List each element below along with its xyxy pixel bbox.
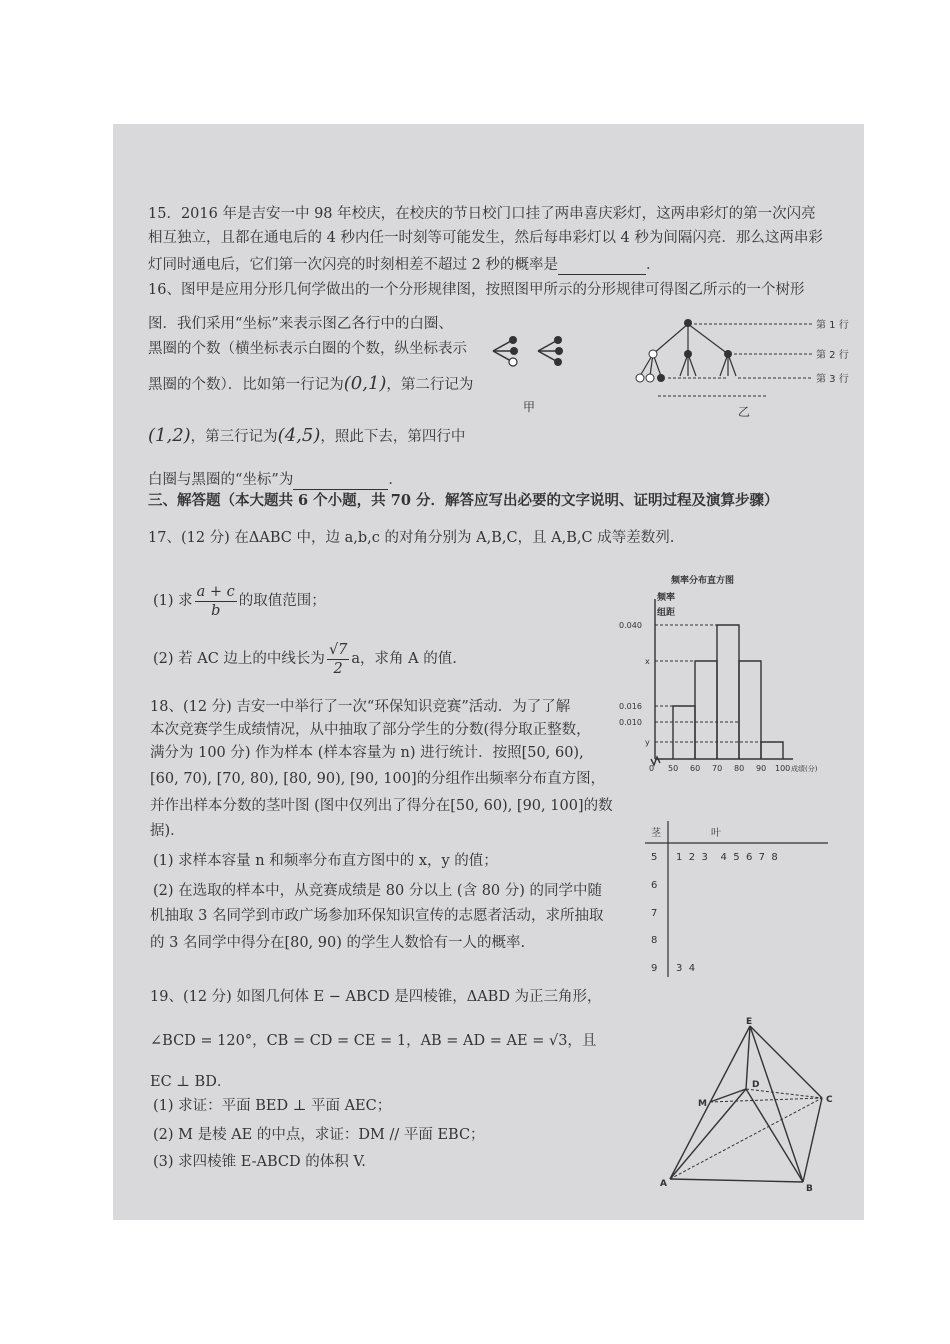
ytick-x: x bbox=[645, 657, 650, 666]
q17-part1: (1) 求 $\frac{a + c}{b}$ 的取值范围； bbox=[153, 583, 326, 619]
q17-stem: 17、(12 分) 在ΔABC 中，边 a,b,c 的对角分别为 A,B,C，且 A,B,C 成等差数列. bbox=[148, 530, 675, 546]
label-jia: 甲 bbox=[523, 400, 536, 414]
vertex-A: A bbox=[660, 1179, 667, 1189]
ytick-y: y bbox=[645, 738, 650, 747]
q18-line8: (2) 在选取的样本中，从竞赛成绩是 80 分以上 (含 80 分) 的同学中随 bbox=[153, 883, 603, 899]
section3-heading: 三、解答题（本大题共 6 个小题，共 70 分．解答应写出必要的文字说明、证明过程及演算步骤） bbox=[148, 492, 779, 509]
xtick-80: 80 bbox=[734, 764, 745, 773]
y-label-group: 组距 bbox=[657, 608, 676, 618]
q18-line2: 本次竞赛学生成绩情况，从中抽取了部分学生的分数(得分取正整数， bbox=[150, 722, 591, 738]
q18-line3: 满分为 100 分) 作为样本 (样本容量为 n) 进行统计．按照[50, 60), bbox=[150, 745, 584, 761]
stem-leaf-plot bbox=[643, 819, 833, 979]
xtick-60: 60 bbox=[690, 764, 701, 773]
q17-median-fraction: $\frac{√7}{2}$ bbox=[328, 641, 348, 677]
histogram-title: 频率分布直方图 bbox=[671, 576, 735, 586]
fractal-figure-jia bbox=[483, 329, 583, 419]
fractal-figure-yi bbox=[628, 314, 864, 424]
stem-header: 茎 bbox=[651, 828, 661, 839]
q18-line6: 据)． bbox=[150, 823, 185, 839]
stem-6: 6 bbox=[651, 880, 658, 891]
q18-line9: 机抽取 3 名同学到市政广场参加环保知识宣传的志愿者活动，求所抽取 bbox=[150, 908, 604, 924]
q15-line3: 灯同时通电后，它们第一次闪亮的时刻相差不超过 2 秒的概率是 ． bbox=[148, 257, 661, 273]
stem-5: 5 bbox=[651, 852, 658, 863]
q15-answer-blank bbox=[558, 274, 646, 275]
leaves-9: 3 4 bbox=[676, 963, 696, 974]
q16-line2: 图．我们采用“坐标”来表示图乙各行中的白圈、 bbox=[148, 316, 453, 332]
stem-9: 9 bbox=[651, 963, 658, 974]
vertex-D: D bbox=[752, 1080, 760, 1090]
stem-7: 7 bbox=[651, 908, 658, 919]
origin-label: 0 bbox=[649, 764, 655, 773]
q18-line5: 并作出样本分数的茎叶图 (图中仅列出了得分在[50, 60), [90, 100]的数 bbox=[150, 798, 613, 814]
frequency-histogram bbox=[613, 569, 823, 784]
vertex-E: E bbox=[746, 1017, 753, 1027]
y-label-frequency: 频率 bbox=[657, 593, 676, 603]
ytick-0010: 0.010 bbox=[619, 718, 642, 727]
stem-8: 8 bbox=[651, 935, 658, 946]
vertex-M: M bbox=[698, 1099, 707, 1109]
ytick-0016: 0.016 bbox=[619, 702, 642, 711]
q16-line6: 白圈与黑圈的“坐标”为 ． bbox=[148, 472, 403, 488]
pyramid-figure bbox=[658, 1014, 848, 1194]
vertex-B: B bbox=[806, 1184, 813, 1194]
q18-part1: (1) 求样本容量 n 和频率分布直方图中的 x，y 的值； bbox=[153, 853, 498, 869]
leaves-5: 1 2 3 4 5 6 7 8 bbox=[676, 852, 778, 863]
q18-line10: 的 3 名同学中得分在[80, 90) 的学生人数恰有一人的概率. bbox=[150, 935, 526, 951]
q16-line5: (1,2)，第三行记为(4,5)，照此下去，第四行中 bbox=[148, 425, 466, 446]
q19-line3: EC ⊥ BD． bbox=[150, 1074, 232, 1090]
xtick-90: 90 bbox=[756, 764, 767, 773]
xtick-50: 50 bbox=[668, 764, 679, 773]
q18-line1: 18、(12 分) 吉安一中举行了一次“环保知识竞赛”活动．为了了解 bbox=[150, 699, 571, 715]
q18-line4: [60, 70), [70, 80), [80, 90), [90, 100]的分组作出频率分布直方图， bbox=[150, 771, 606, 787]
q16-line1: 16、图甲是应用分形几何学做出的一个分形规律图，按照图甲所示的分形规律可得图乙所示的一个树形 bbox=[148, 282, 805, 298]
q15-line1: 15．2016 年是吉安一中 98 年校庆，在校庆的节日校门口挂了两串喜庆彩灯，这两串彩灯的第一次闪亮 bbox=[148, 206, 816, 222]
row2-label: 第 2 行 bbox=[816, 350, 849, 361]
row3-label: 第 3 行 bbox=[816, 374, 849, 385]
leaf-header: 叶 bbox=[711, 828, 721, 839]
q16-line4: 黑圈的个数）．比如第一行记为(0,1)，第二行记为 bbox=[148, 373, 474, 394]
q15-line2: 相互独立，且都在通电后的 4 秒内任一时刻等可能发生，然后每串彩灯以 4 秒为间隔闪亮．那么这两串彩 bbox=[148, 230, 823, 246]
vertex-C: C bbox=[826, 1095, 833, 1105]
q16-answer-blank bbox=[293, 489, 388, 490]
q16-line3: 黑圈的个数（横坐标表示白圈的个数，纵坐标表示 bbox=[148, 341, 467, 357]
xtick-70: 70 bbox=[712, 764, 723, 773]
q19-line2: ∠BCD = 120°，CB = CD = CE = 1，AB = AD = AE = √3，且 bbox=[150, 1033, 597, 1049]
exam-paper bbox=[113, 124, 864, 1220]
q17-fraction: $\frac{a + c}{b}$ bbox=[196, 583, 235, 619]
x-axis-label: 成绩(分) bbox=[791, 765, 818, 773]
ytick-0040: 0.040 bbox=[619, 621, 642, 630]
q19-line1: 19、(12 分) 如图几何体 E − ABCD 是四棱锥，ΔABD 为正三角形， bbox=[150, 989, 602, 1005]
xtick-100: 100 bbox=[775, 764, 791, 773]
q19-part2: (2) M 是棱 AE 的中点，求证：DM // 平面 EBC； bbox=[153, 1127, 485, 1143]
q19-part3: (3) 求四棱锥 E-ABCD 的体积 V. bbox=[153, 1154, 366, 1170]
q17-part2: (2) 若 AC 边上的中线长为 $\frac{√7}{2}$ a，求角 A 的值. bbox=[153, 641, 457, 677]
label-yi: 乙 bbox=[738, 405, 751, 419]
row1-label: 第 1 行 bbox=[816, 320, 849, 331]
q19-part1: (1) 求证：平面 BED ⊥ 平面 AEC； bbox=[153, 1098, 392, 1114]
